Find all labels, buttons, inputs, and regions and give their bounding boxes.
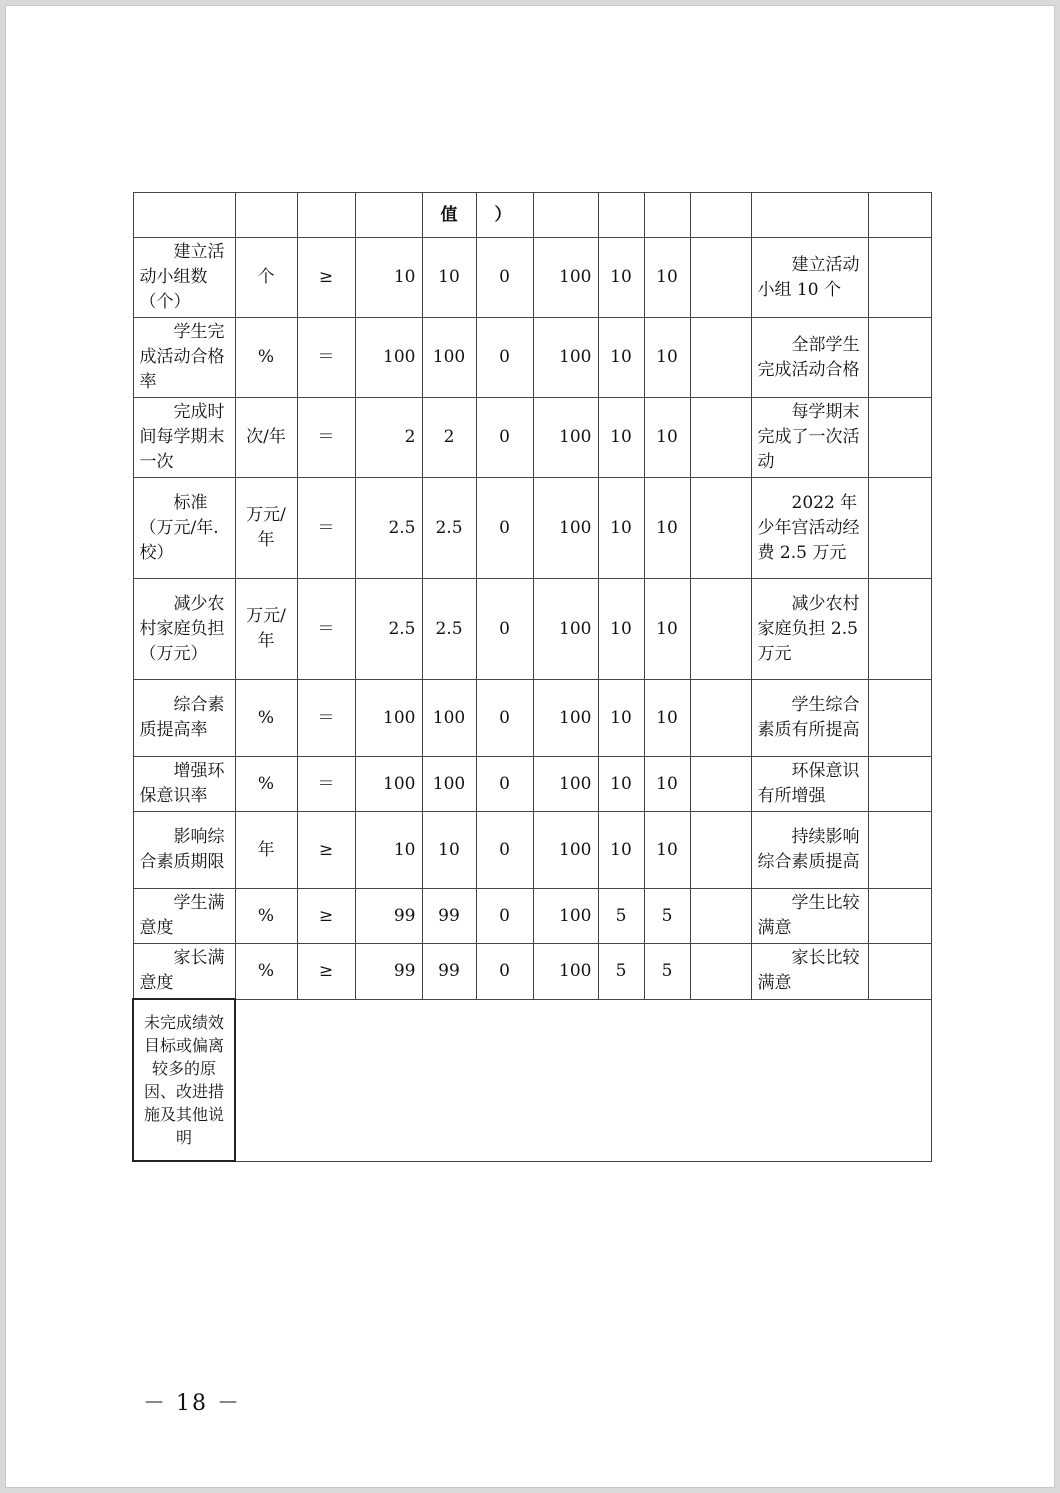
weight-cell: 10 xyxy=(598,757,644,812)
actual-value-cell: 100 xyxy=(422,680,476,757)
operator-cell: ≥ xyxy=(297,944,355,1000)
blank-cell xyxy=(690,579,751,680)
indicator-name-cell: 影响综合素质期限 xyxy=(133,812,235,889)
weight-cell: 10 xyxy=(598,812,644,889)
deviation-cell: 0 xyxy=(476,757,533,812)
weight-cell: 10 xyxy=(598,318,644,398)
table-row xyxy=(133,579,931,680)
actual-value-cell: 100 xyxy=(422,318,476,398)
indicator-name-cell: 建立活动小组数（个） xyxy=(133,238,235,318)
operator-cell: ＝ xyxy=(297,478,355,579)
score-rate-cell: 100 xyxy=(533,579,598,680)
remark-cell xyxy=(868,318,931,398)
operator-cell: ＝ xyxy=(297,680,355,757)
blank-cell xyxy=(690,812,751,889)
header-cell xyxy=(868,193,931,238)
document-page xyxy=(5,5,1055,1488)
score-rate-cell: 100 xyxy=(533,318,598,398)
header-cell xyxy=(297,193,355,238)
table-row xyxy=(133,757,931,812)
indicator-name-cell: 学生完成活动合格率 xyxy=(133,318,235,398)
unit-cell: 次/年 xyxy=(235,398,297,478)
weight-cell: 10 xyxy=(598,680,644,757)
weight-cell: 10 xyxy=(598,579,644,680)
unit-cell: % xyxy=(235,757,297,812)
score-cell: 10 xyxy=(644,238,690,318)
actual-value-cell: 2.5 xyxy=(422,478,476,579)
blank-cell xyxy=(690,398,751,478)
blank-cell xyxy=(690,757,751,812)
header-cell xyxy=(751,193,868,238)
remark-cell xyxy=(868,238,931,318)
actual-value-cell: 99 xyxy=(422,889,476,944)
unit-cell: 万元/年 xyxy=(235,478,297,579)
blank-cell xyxy=(690,238,751,318)
blank-cell xyxy=(690,478,751,579)
target-value-cell: 10 xyxy=(355,238,422,318)
score-cell: 10 xyxy=(644,318,690,398)
score-cell: 10 xyxy=(644,680,690,757)
weight-cell: 10 xyxy=(598,238,644,318)
remark-cell xyxy=(868,889,931,944)
header-cell xyxy=(533,193,598,238)
note-content xyxy=(235,999,931,1161)
blank-cell xyxy=(690,318,751,398)
table-row xyxy=(133,680,931,757)
target-value-cell: 10 xyxy=(355,812,422,889)
target-value-cell: 99 xyxy=(355,889,422,944)
page-number: － 18 － xyxy=(143,1391,241,1416)
header-cell xyxy=(690,193,751,238)
target-value-cell: 100 xyxy=(355,757,422,812)
blank-cell xyxy=(690,680,751,757)
header-cell xyxy=(598,193,644,238)
score-rate-cell: 100 xyxy=(533,398,598,478)
header-cell xyxy=(235,193,297,238)
score-cell: 10 xyxy=(644,579,690,680)
description-cell: 学生综合素质有所提高 xyxy=(751,680,868,757)
indicator-name-cell: 减少农村家庭负担（万元） xyxy=(133,579,235,680)
description-cell: 家长比较满意 xyxy=(751,944,868,1000)
table-row xyxy=(133,398,931,478)
score-cell: 10 xyxy=(644,757,690,812)
deviation-cell: 0 xyxy=(476,889,533,944)
deviation-cell: 0 xyxy=(476,812,533,889)
actual-value-cell: 2.5 xyxy=(422,579,476,680)
deviation-cell: 0 xyxy=(476,318,533,398)
target-value-cell: 100 xyxy=(355,680,422,757)
unit-cell: % xyxy=(235,318,297,398)
score-rate-cell: 100 xyxy=(533,238,598,318)
table-row xyxy=(133,238,931,318)
score-rate-cell: 100 xyxy=(533,478,598,579)
unit-cell: % xyxy=(235,889,297,944)
target-value-cell: 2 xyxy=(355,398,422,478)
remark-cell xyxy=(868,812,931,889)
operator-cell: ＝ xyxy=(297,579,355,680)
score-cell: 10 xyxy=(644,812,690,889)
indicator-name-cell: 标准（万元/年.校） xyxy=(133,478,235,579)
actual-value-cell: 100 xyxy=(422,757,476,812)
description-cell: 持续影响综合素质提高 xyxy=(751,812,868,889)
deviation-cell: 0 xyxy=(476,478,533,579)
score-cell: 5 xyxy=(644,944,690,1000)
deviation-cell: 0 xyxy=(476,238,533,318)
target-value-cell: 2.5 xyxy=(355,478,422,579)
actual-value-cell: 10 xyxy=(422,812,476,889)
description-cell: 建立活动小组 10 个 xyxy=(751,238,868,318)
blank-cell xyxy=(690,944,751,1000)
performance-table xyxy=(132,192,932,1162)
remark-cell xyxy=(868,398,931,478)
description-cell: 学生比较满意 xyxy=(751,889,868,944)
target-value-cell: 99 xyxy=(355,944,422,1000)
weight-cell: 10 xyxy=(598,478,644,579)
remark-cell xyxy=(868,757,931,812)
score-cell: 10 xyxy=(644,398,690,478)
operator-cell: ≥ xyxy=(297,889,355,944)
score-rate-cell: 100 xyxy=(533,757,598,812)
actual-value-cell: 99 xyxy=(422,944,476,1000)
score-rate-cell: 100 xyxy=(533,812,598,889)
indicator-name-cell: 综合素质提高率 xyxy=(133,680,235,757)
description-cell: 2022 年少年宫活动经费 2.5 万元 xyxy=(751,478,868,579)
score-rate-cell: 100 xyxy=(533,680,598,757)
blank-cell xyxy=(690,889,751,944)
deviation-cell: 0 xyxy=(476,944,533,1000)
remark-cell xyxy=(868,680,931,757)
header-cell xyxy=(133,193,235,238)
table-row xyxy=(133,889,931,944)
indicator-name-cell: 学生满意度 xyxy=(133,889,235,944)
description-cell: 减少农村家庭负担 2.5 万元 xyxy=(751,579,868,680)
unit-cell: 年 xyxy=(235,812,297,889)
target-value-cell: 100 xyxy=(355,318,422,398)
deviation-cell: 0 xyxy=(476,680,533,757)
operator-cell: ＝ xyxy=(297,318,355,398)
operator-cell: ≥ xyxy=(297,238,355,318)
operator-cell: ＝ xyxy=(297,398,355,478)
table-row xyxy=(133,812,931,889)
unit-cell: 个 xyxy=(235,238,297,318)
actual-value-cell: 2 xyxy=(422,398,476,478)
description-cell: 全部学生完成活动合格 xyxy=(751,318,868,398)
header-cell xyxy=(355,193,422,238)
remark-cell xyxy=(868,579,931,680)
score-rate-cell: 100 xyxy=(533,944,598,1000)
unit-cell: % xyxy=(235,680,297,757)
table-row xyxy=(133,944,931,1000)
score-cell: 5 xyxy=(644,889,690,944)
note-row xyxy=(133,999,931,1161)
deviation-cell: 0 xyxy=(476,579,533,680)
unit-cell: % xyxy=(235,944,297,1000)
table-row xyxy=(133,318,931,398)
header-cell xyxy=(644,193,690,238)
weight-cell: 10 xyxy=(598,398,644,478)
remark-cell xyxy=(868,944,931,1000)
actual-value-cell: 10 xyxy=(422,238,476,318)
score-rate-cell: 100 xyxy=(533,889,598,944)
indicator-name-cell: 家长满意度 xyxy=(133,944,235,1000)
table-row xyxy=(133,478,931,579)
indicator-name-cell: 完成时间每学期末一次 xyxy=(133,398,235,478)
unit-cell: 万元/年 xyxy=(235,579,297,680)
header-cell-paren: ） xyxy=(476,193,533,238)
target-value-cell: 2.5 xyxy=(355,579,422,680)
weight-cell: 5 xyxy=(598,944,644,1000)
operator-cell: ≥ xyxy=(297,812,355,889)
score-cell: 10 xyxy=(644,478,690,579)
indicator-name-cell: 增强环保意识率 xyxy=(133,757,235,812)
note-label: 未完成绩效目标或偏离较多的原因、改进措施及其他说明 xyxy=(133,999,235,1161)
weight-cell: 5 xyxy=(598,889,644,944)
operator-cell: ＝ xyxy=(297,757,355,812)
table-header-row xyxy=(133,193,931,238)
deviation-cell: 0 xyxy=(476,398,533,478)
header-cell-value: 值 xyxy=(422,193,476,238)
remark-cell xyxy=(868,478,931,579)
description-cell: 每学期末完成了一次活动 xyxy=(751,398,868,478)
description-cell: 环保意识有所增强 xyxy=(751,757,868,812)
